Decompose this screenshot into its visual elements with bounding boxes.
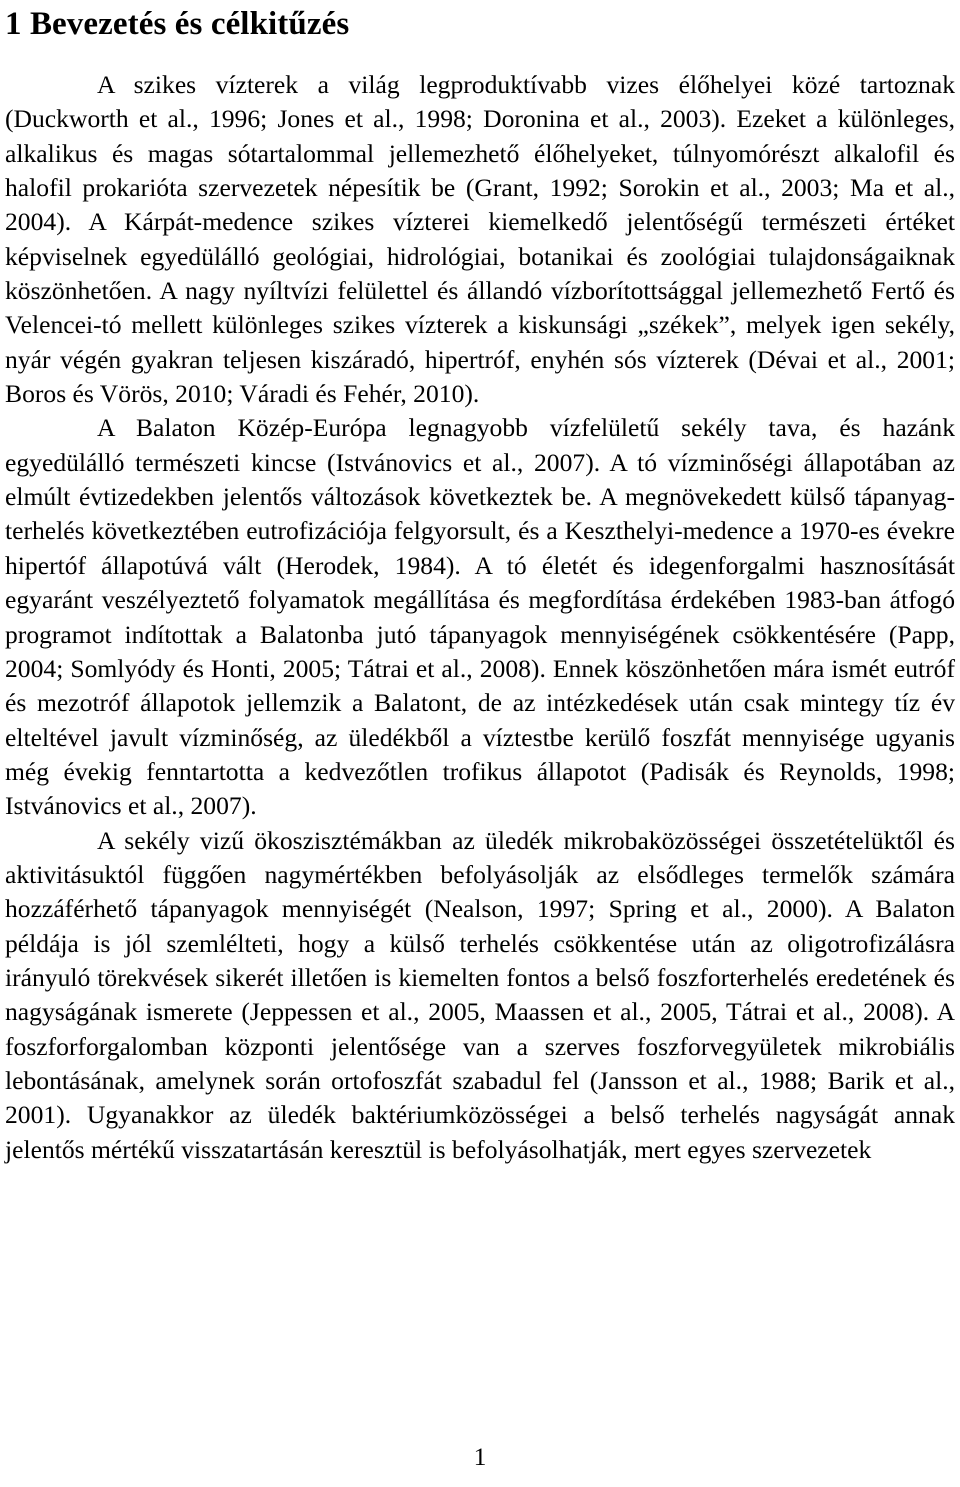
chapter-heading: 1 Bevezetés és célkitűzés — [5, 6, 350, 42]
body-paragraph-3: A sekély vizű ökoszisztémákban az üledék mikrobaközösségei összetételüktől és aktivitásuktól függően nagymértékben befolyásolják az elsődleges termelők számára hozzáférhető tápanyagok mennyiségét (Nealson, 1997; Spring et al., 2000). A Balaton példája is jól szemlélteti, hogy a külső terhelés csökkentése után az oligotrofizálásra irányuló törekvések sikerét illetően is kiemelten fontos a belső foszforterhelés eredetének és nagyságának ismerete (Jeppessen et al., 2005, Maassen et al., 2005, Tátrai et al., 2008). A foszforforgalomban központi jelentősége van a szerves foszforvegyületek mikrobiális lebontásának, amelynek során ortofoszfát szabadul fel (Jansson et al., 1988; Barik et al., 2001). Ugyanakkor az üledék baktériumközösségei a belső terhelés nagyságát annak jelentős mértékű visszatartásán keresztül is befolyásolhatják, mert egyes szervezetek — [5, 825, 955, 1164]
page-number: 1 — [473, 1442, 487, 1471]
body-paragraph-1: A szikes vízterek a világ legproduktívabb vizes élőhelyei közé tartoznak (Duckworth et al., 1996; Jones et al., 1998; Doronina et al., 2003). Ezeket a különleges, alkalikus és magas sótartalommal jellemezhető élőhelyeket, túlnyomórészt alkalofil és halofil prokarióta szervezetek népesítik be (Grant, 1992; Sorokin et al., 2003; Ma et al., 2004). A Kárpát-medence szikes vízterei kiemelkedő jelentőségű természeti értéket képviselnek egyedülálló geológiai, hidrológiai, botanikai és zoológiai tulajdonságaiknak köszönhetően. A nagy nyíltvízi felülettel és állandó vízborítottsággal jellemezhető Fertő és Velencei-tó mellett különleges szikes vízterek a kiskunsági „székek”, melyek igen sekély, nyár végén gyakran teljesen kiszáradó, hipertróf, enyhén sós vízterek (Dévai et al., 2001; Boros és Vörös, 2010; Váradi és Fehér, 2010). — [5, 70, 955, 409]
document-page — [5, 0, 955, 1487]
body-paragraph-2: A Balaton Közép-Európa legnagyobb vízfelületű sekély tava, és hazánk egyedülálló természeti kincse (Istvánovics et al., 2007). A tó vízminőségi állapotában az elmúlt évtizedekben jelentős változások következtek be. A megnövekedett külső tápanyag-terhelés következtében eutrofizációja felgyorsult, és a Keszthelyi-medence a 1970-es évekre hipertóf állapotúvá vált (Herodek, 1984). A tó életét és idegenforgalmi hasznosítását egyaránt veszélyeztető folyamatok megállítása és megfordítása érdekében 1983-ban átfogó programot indítottak a Balatonba jutó tápanyagok mennyiségének csökkentésére (Papp, 2004; Somlyódy és Honti, 2005; Tátrai et al., 2008). Ennek köszönhetően mára ismét eutróf és mezotróf állapotok jellemzik a Balatont, de az intézkedések után csak mintegy tíz év elteltével javult vízminőség, az üledékből a víztestbe kerülő foszfát mennyisége ugyanis még évekig fenntartotta a kedvezőtlen trofikus állapotot (Padisák és Reynolds, 1998; Istvánovics et al., 2007). — [5, 413, 955, 821]
